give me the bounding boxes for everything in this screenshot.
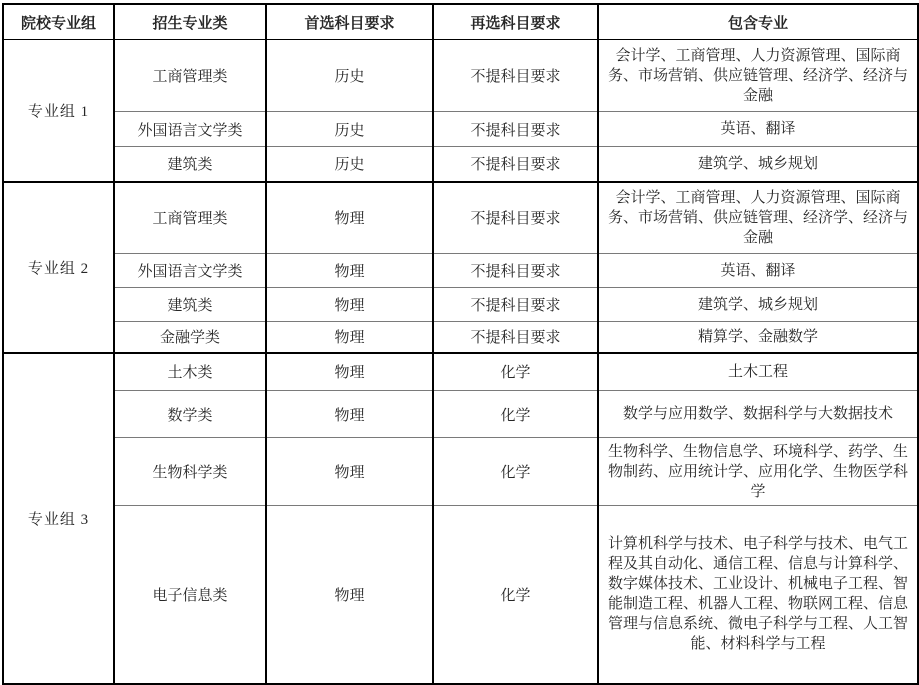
majors-cell: 土木工程 bbox=[598, 353, 918, 391]
majors-cell: 建筑学、城乡规划 bbox=[598, 147, 918, 182]
first-subject-cell: 物理 bbox=[266, 506, 433, 684]
majors-cell: 计算机科学与技术、电子科学与技术、电气工程及其自动化、通信工程、信息与计算科学、数字媒体技术、工业设计、机械电子工程、智能制造工程、机器人工程、物联网工程、信息管理与信息系统、微电子科学与工程、人工智能、材料科学与工程 bbox=[598, 506, 918, 684]
category-cell: 建筑类 bbox=[114, 288, 266, 322]
table-row bbox=[3, 438, 918, 506]
majors-cell: 英语、翻译 bbox=[598, 254, 918, 288]
column-header-first-subject: 首选科目要求 bbox=[266, 4, 433, 40]
table-row bbox=[3, 353, 918, 391]
table-row bbox=[3, 391, 918, 438]
category-cell: 工商管理类 bbox=[114, 40, 266, 112]
table-row bbox=[3, 182, 918, 254]
majors-cell: 精算学、金融数学 bbox=[598, 322, 918, 353]
table-row bbox=[3, 147, 918, 182]
table-row bbox=[3, 506, 918, 684]
first-subject-cell: 物理 bbox=[266, 322, 433, 353]
majors-cell: 数学与应用数学、数据科学与大数据技术 bbox=[598, 391, 918, 438]
admission-requirements-table bbox=[2, 3, 919, 685]
category-cell: 数学类 bbox=[114, 391, 266, 438]
second-subject-cell: 不提科目要求 bbox=[433, 254, 598, 288]
table-row bbox=[3, 40, 918, 112]
category-cell: 工商管理类 bbox=[114, 182, 266, 254]
second-subject-cell: 不提科目要求 bbox=[433, 40, 598, 112]
category-cell: 建筑类 bbox=[114, 147, 266, 182]
second-subject-cell: 不提科目要求 bbox=[433, 322, 598, 353]
group-label-cell: 专业组 3 bbox=[3, 353, 114, 684]
category-cell: 金融学类 bbox=[114, 322, 266, 353]
majors-cell: 英语、翻译 bbox=[598, 112, 918, 147]
table-row bbox=[3, 322, 918, 353]
group-label-cell: 专业组 1 bbox=[27, 103, 90, 120]
column-header-group: 院校专业组 bbox=[3, 4, 114, 40]
majors-cell: 建筑学、城乡规划 bbox=[598, 288, 918, 322]
second-subject-cell: 化学 bbox=[433, 438, 598, 506]
category-cell: 外国语言文学类 bbox=[114, 254, 266, 288]
first-subject-cell: 物理 bbox=[266, 438, 433, 506]
second-subject-cell: 不提科目要求 bbox=[433, 182, 598, 254]
first-subject-cell: 物理 bbox=[266, 353, 433, 391]
table-row bbox=[3, 288, 918, 322]
second-subject-cell: 不提科目要求 bbox=[433, 147, 598, 182]
table-row bbox=[3, 112, 918, 147]
first-subject-cell: 物理 bbox=[266, 254, 433, 288]
second-subject-cell: 化学 bbox=[433, 506, 598, 684]
table-row bbox=[3, 254, 918, 288]
category-cell: 生物科学类 bbox=[114, 438, 266, 506]
first-subject-cell: 历史 bbox=[266, 40, 433, 112]
first-subject-cell: 物理 bbox=[266, 288, 433, 322]
second-subject-cell: 不提科目要求 bbox=[433, 288, 598, 322]
majors-cell: 生物科学、生物信息学、环境科学、药学、生物制药、应用统计学、应用化学、生物医学科学 bbox=[598, 438, 918, 506]
header-row bbox=[3, 4, 918, 40]
second-subject-cell: 化学 bbox=[433, 391, 598, 438]
second-subject-cell: 化学 bbox=[433, 353, 598, 391]
second-subject-cell: 不提科目要求 bbox=[433, 112, 598, 147]
majors-cell: 会计学、工商管理、人力资源管理、国际商务、市场营销、供应链管理、经济学、经济与金融 bbox=[598, 182, 918, 254]
majors-cell: 会计学、工商管理、人力资源管理、国际商务、市场营销、供应链管理、经济学、经济与金融 bbox=[598, 40, 918, 112]
group-label-cell: 专业组 2 bbox=[3, 182, 114, 353]
column-header-second-subject: 再选科目要求 bbox=[433, 4, 598, 40]
first-subject-cell: 历史 bbox=[266, 112, 433, 147]
column-header-category: 招生专业类 bbox=[114, 4, 266, 40]
category-cell: 外国语言文学类 bbox=[114, 112, 266, 147]
first-subject-cell: 历史 bbox=[266, 147, 433, 182]
first-subject-cell: 物理 bbox=[266, 182, 433, 254]
category-cell: 电子信息类 bbox=[114, 506, 266, 684]
column-header-majors: 包含专业 bbox=[598, 4, 918, 40]
category-cell: 土木类 bbox=[114, 353, 266, 391]
first-subject-cell: 物理 bbox=[266, 391, 433, 438]
